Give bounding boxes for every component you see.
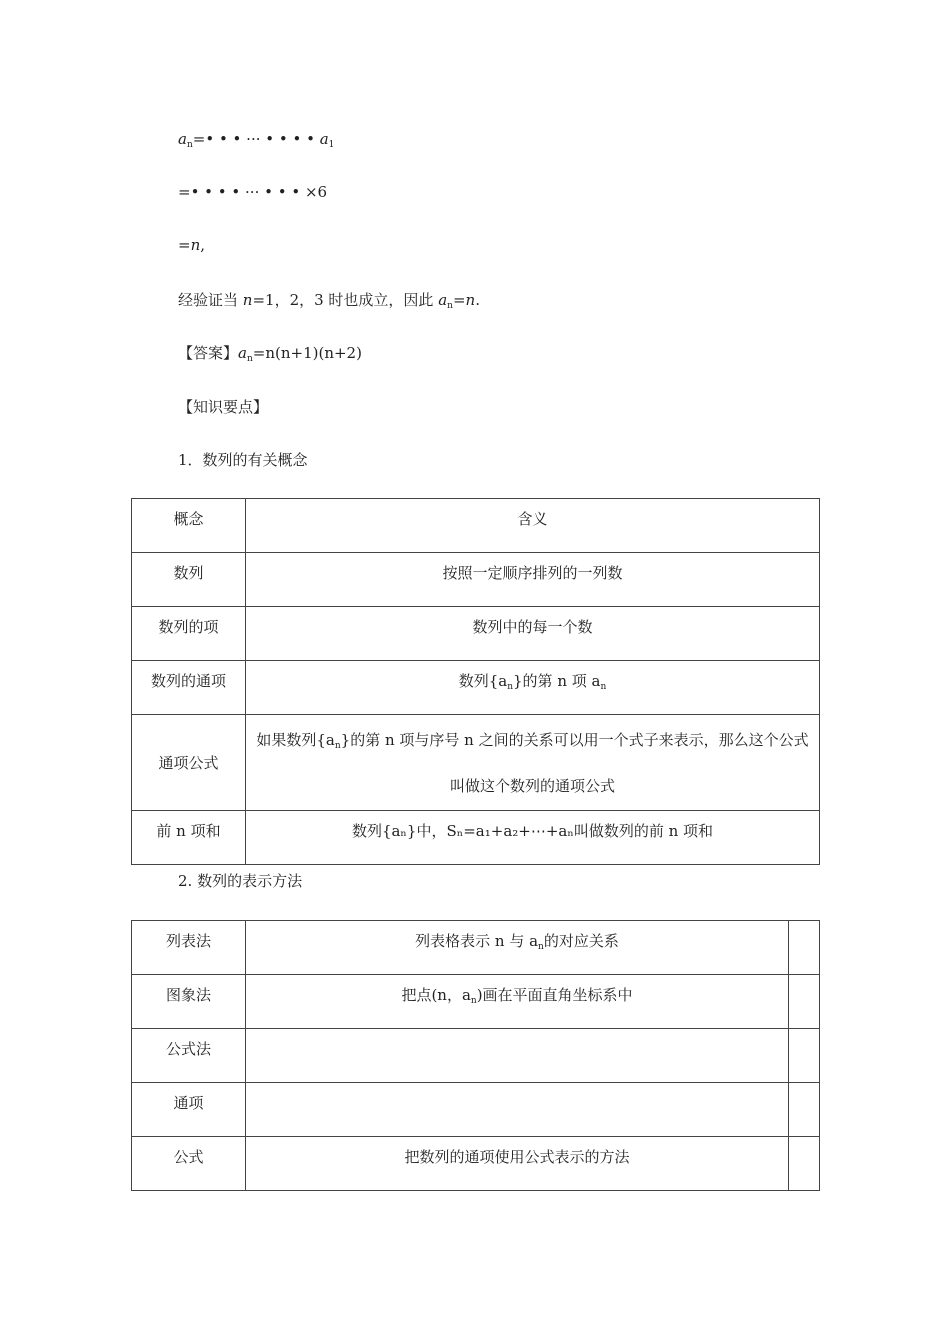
desc-prefix: 列表格表示 n 与 a (415, 932, 539, 950)
table-row (132, 661, 820, 715)
method-cell: 通项 (132, 1083, 246, 1137)
concept-cell: 数列 (132, 553, 246, 607)
answer-line: 【答案】$a_n=n(n+1)(n+2)$ (178, 344, 362, 364)
method-cell: 图象法 (132, 975, 246, 1029)
desc-prefix: 把点(n，a (401, 986, 471, 1004)
empty-cell (789, 1029, 820, 1083)
table-row (132, 1083, 820, 1137)
derivation-line-3: =n, (178, 236, 206, 254)
desc-cell: 把点(n，$a_n$)画在平面直角坐标系中 (246, 975, 789, 1029)
verify-prefix: 经验证当 (178, 291, 243, 309)
derivation-line-1: $a_n=•$ • • ··· • • • • $a_1$ (178, 130, 335, 150)
desc-cell (246, 1029, 789, 1083)
table-row (132, 553, 820, 607)
method-cell: 公式法 (132, 1029, 246, 1083)
method-cell: 公式 (132, 1137, 246, 1191)
concepts-table (131, 498, 820, 865)
answer-label: 【答案】 (178, 344, 239, 362)
empty-cell (789, 921, 820, 975)
table-row (132, 975, 820, 1029)
table-row (132, 921, 820, 975)
meaning-cell: 数列中的每一个数 (246, 607, 820, 661)
desc-cell: 把数列的通项使用公式表示的方法 (246, 1137, 789, 1191)
meaning-cell: 数列$\{a_n\}$的第 n 项 $a_n$ (246, 661, 820, 715)
desc-cell: 列表格表示 n 与 $a_n$的对应关系 (246, 921, 789, 975)
method-cell: 列表法 (132, 921, 246, 975)
table-row (132, 811, 820, 865)
header-concept: 概念 (132, 499, 246, 553)
representation-table (131, 920, 820, 1191)
empty-cell (789, 975, 820, 1029)
derivation-line-2: =• • • • ··· • • • ×6 (178, 183, 328, 201)
derivation-dots-1: • • • ··· • • • • (205, 130, 320, 148)
meaning-cell: 数列{aₙ}中，Sₙ=a₁+a₂+⋯+aₙ叫做数列的前 n 项和 (246, 811, 820, 865)
meaning-suffix: }的第 n 项与序号 n 之间的关系可以用一个式子来表示，那么这个公式叫做这个数列的通项公式 (340, 730, 809, 795)
answer-formula: =n(n+1)(n+2) (252, 344, 362, 362)
verify-end: . (475, 291, 480, 309)
table-row (132, 1137, 820, 1191)
table-row (132, 715, 820, 811)
meaning-suffix: }的第 n 项 a (513, 672, 601, 690)
table-row (132, 1029, 820, 1083)
empty-cell (789, 1137, 820, 1191)
section1-title: 1．数列的有关概念 (178, 451, 308, 469)
empty-cell (789, 1083, 820, 1137)
equals-sign: = (178, 236, 191, 254)
meaning-prefix: 数列{a (458, 672, 508, 690)
desc-cell (246, 1083, 789, 1137)
meaning-cell: 按照一定顺序排列的一列数 (246, 553, 820, 607)
concept-cell: 前 n 项和 (132, 811, 246, 865)
header-meaning: 含义 (246, 499, 820, 553)
desc-suffix: 的对应关系 (543, 932, 619, 950)
meaning-prefix: 如果数列{a (256, 730, 335, 749)
section2-title: 2. 数列的表示方法 (178, 872, 303, 890)
concept-cell: 数列的项 (132, 607, 246, 661)
concept-cell: 通项公式 (132, 715, 246, 811)
knowledge-heading: 【知识要点】 (178, 398, 269, 416)
desc-suffix: )画在平面直角坐标系中 (476, 986, 633, 1004)
table-row (132, 499, 820, 553)
table-row (132, 607, 820, 661)
verify-mid: =1，2，3 时也成立，因此 (252, 291, 439, 309)
concept-cell: 数列的通项 (132, 661, 246, 715)
verify-line: 经验证当 n=1，2，3 时也成立，因此 $a_n=n$. (178, 291, 480, 311)
meaning-cell: 如果数列$\{a_n\}$的第 n 项与序号 n 之间的关系可以用一个式子来表示，那么这个公式叫做这个数列的通项公式 (246, 715, 820, 811)
